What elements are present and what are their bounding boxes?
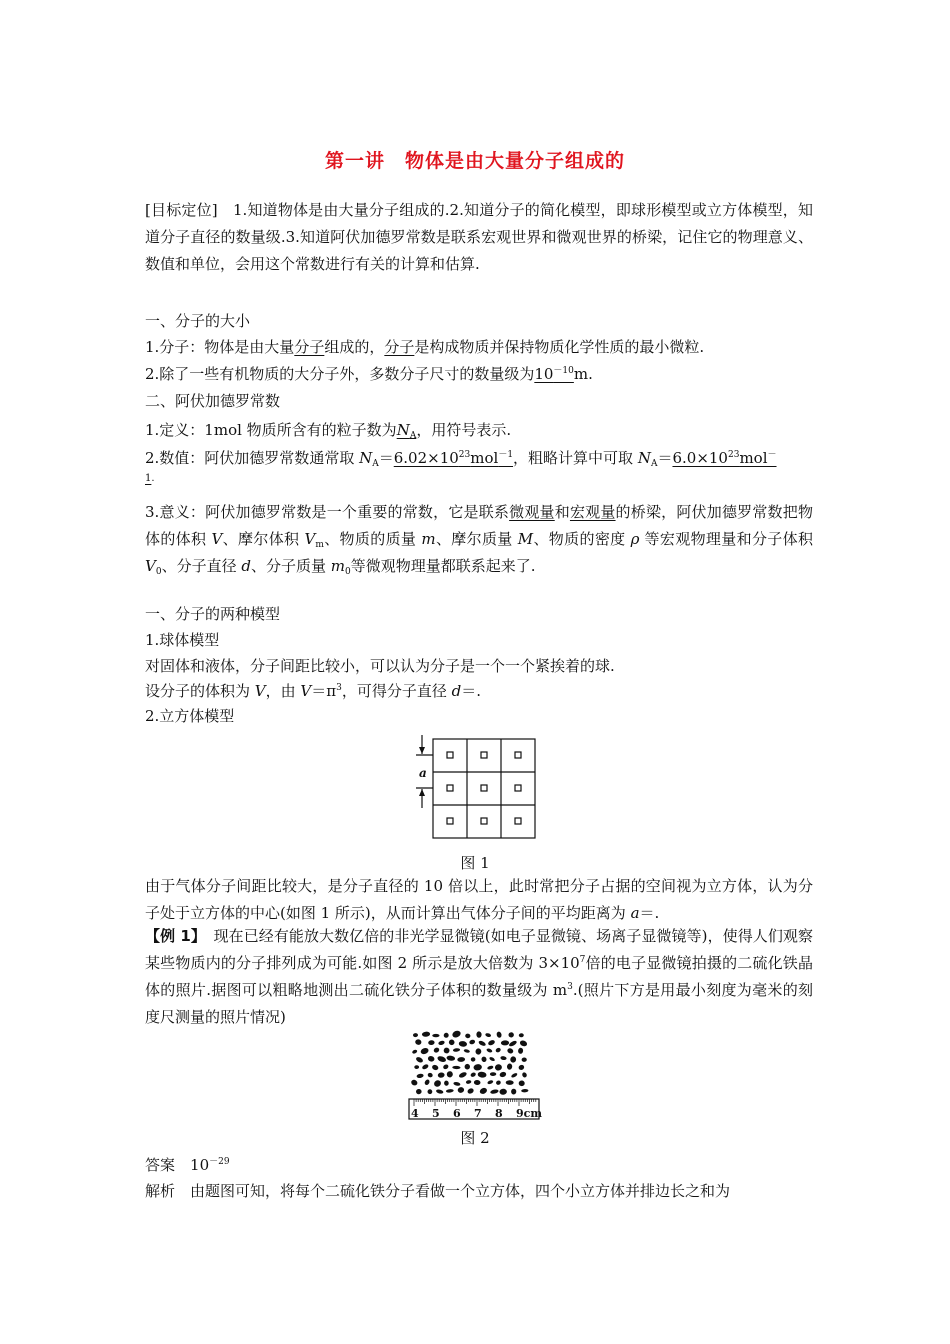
molecule-blob: [446, 1071, 453, 1079]
molecule-blob: [421, 1063, 429, 1070]
example-paragraph: 【例 1】 现在已经有能放大数亿倍的非光学显微镜(如电子显微镜、场离子显微镜等)，使得人们观察某些物质内的分子排列成为可能.如图 2 所示是放大倍数为 $3\times 10^7$倍的电子显微镜拍摄的二硫化铁晶体的照片.据图可以粗略地测出二硫化铁分子体积的数量级为 $m^3$.(照片下方是用最小刻度为毫米的刻度尺测量的照片情况): [145, 927, 814, 1026]
molecule-blob: [452, 1066, 460, 1069]
ruler-label: 9cm: [516, 1107, 542, 1120]
molecule-blob: [414, 1065, 419, 1069]
molecule-blob: [444, 1033, 449, 1038]
molecule-blob: [446, 1089, 454, 1093]
avogadro-meaning-paragraph: 3.意义：阿伏加德罗常数是一个重要的常数，它是联系微观量和宏观量的桥梁，阿伏加德罗常数把物体的体积 V、摩尔体积 $V_m$、物质的质量 m、摩尔质量 M、物质的密度 ρ 等宏观物理量和分子体积 $V_0$、分子直径 d、分子质量 $m_0$等微观物理量都联系起来了.: [145, 503, 813, 577]
molecule-blob: [416, 1073, 424, 1078]
molecule-blob: [494, 1064, 502, 1072]
molecule-blob: [422, 1031, 431, 1037]
molecule-blob: [432, 1034, 439, 1037]
ruler-label: 6: [453, 1107, 461, 1120]
molecule-blob: [469, 1039, 476, 1045]
molecule-blob: [519, 1033, 524, 1037]
molecule-blob: [478, 1040, 487, 1047]
molecule-blob: [487, 1080, 494, 1085]
molecule-blob: [521, 1089, 528, 1093]
molecule-blob: [453, 1048, 461, 1052]
answer-line: 答案 $10^{-29}$: [145, 1156, 230, 1174]
molecule-blob: [499, 1071, 507, 1078]
molecule-blob: [451, 1029, 461, 1038]
molecule-blob: [433, 1079, 442, 1088]
molecule-blob: [424, 1079, 431, 1086]
molecule-blob: [474, 1080, 481, 1085]
analysis-label: 解析: [145, 1182, 176, 1200]
figure-1-caption: 图 1: [460, 854, 490, 872]
section-heading-molecule-size: 一、分子的大小: [145, 312, 251, 330]
page-title: 第一讲 物体是由大量分子组成的: [324, 150, 625, 172]
molecule-blob: [427, 1055, 435, 1062]
example-label: 【例 1】: [145, 927, 199, 945]
molecule-blob: [443, 1047, 451, 1055]
molecule-blob: [489, 1056, 496, 1062]
ruler-labels: [411, 1107, 542, 1120]
molecule-blob: [490, 1072, 496, 1076]
molecule-blob: [486, 1048, 493, 1053]
molecule-blob: [506, 1080, 514, 1085]
molecule-blob: [410, 1079, 418, 1087]
molecule-blob: [438, 1040, 445, 1046]
molecule-blob: [519, 1080, 525, 1086]
molecule-blob: [499, 1088, 507, 1095]
analysis-line: 解析 由题图可知，将每个二硫化铁分子看做一个立方体，四个小立方体并排边长之和为: [145, 1182, 731, 1200]
molecule-blob: [427, 1072, 433, 1078]
molecule-blob: [518, 1047, 524, 1054]
answer-label: 答案: [145, 1156, 176, 1174]
figure-2-crystal-photo: [404, 1028, 546, 1122]
goal-label: [目标定位]: [145, 201, 218, 219]
molecule-blob: [477, 1071, 486, 1078]
molecule-blob: [466, 1080, 472, 1084]
molecule-blob: [471, 1057, 476, 1062]
ruler-label: 7: [474, 1107, 482, 1120]
molecule-blob: [444, 1080, 449, 1086]
molecule-blob: [458, 1071, 467, 1079]
molecule-blob: [416, 1089, 422, 1095]
molecule-blob: [458, 1041, 467, 1048]
molecule-blob: [453, 1081, 461, 1086]
molecule-blob: [457, 1087, 464, 1094]
molecule-blob: [448, 1039, 455, 1046]
goal-paragraph: [145, 197, 813, 278]
molecule-blob: [413, 1033, 418, 1037]
molecule-blob: [412, 1049, 418, 1054]
molecule-blob: [507, 1063, 513, 1070]
sphere-model-line-1: 对固体和液体，分子间距比较小，可以认为分子是一个一个紧挨着的球.: [145, 657, 615, 675]
molecule-blob: [437, 1055, 447, 1063]
molecule-blob: [446, 1055, 455, 1061]
molecule-blob: [496, 1031, 502, 1038]
section-heading-models: 一、分子的两种模型: [145, 605, 281, 623]
sphere-model-title: 1.球体模型: [145, 631, 220, 649]
molecule-blob: [436, 1089, 444, 1094]
molecule-blob: [508, 1032, 514, 1038]
molecule-blob: [428, 1040, 435, 1045]
ruler-label: 5: [432, 1107, 440, 1120]
molecule-blob: [507, 1047, 515, 1054]
molecule-blob: [415, 1039, 422, 1045]
molecule-blob: [511, 1089, 517, 1095]
molecule-blob: [463, 1049, 470, 1054]
molecule-blob: [485, 1033, 492, 1038]
goal-text: 1.知道物体是由大量分子组成的.2.知道分子的简化模型，即球形模型或立方体模型，知道分子直径的数量级.3.知道阿伏加德罗常数是联系宏观世界和微观世界的桥梁，记住它的物理意义、数值和单位，会用这个常数进行有关的计算和估算.: [145, 201, 813, 273]
molecule-blob: [457, 1057, 465, 1062]
molecule-blob: [487, 1065, 494, 1070]
molecule-blob: [518, 1064, 525, 1071]
molecule-blob: [511, 1072, 518, 1078]
molecule-blob: [481, 1056, 488, 1063]
molecule-size-line: 2.除了一些有机物质的大分子外，多数分子尺寸的数量级为$10^{-10}m$.: [145, 365, 593, 383]
molecule-blob: [438, 1072, 445, 1078]
molecule-blob: [475, 1048, 482, 1055]
molecule-blob: [420, 1047, 430, 1055]
molecule-blob: [508, 1040, 517, 1048]
avogadro-definition-line: 1.定义：1mol 物质所含有的粒子数为$N_A$，用符号表示.: [145, 421, 512, 441]
molecule-blob: [521, 1057, 527, 1062]
molecule-blob: [501, 1040, 509, 1045]
answer-value: 10: [190, 1156, 210, 1174]
figure-1-cube-grid: [404, 733, 544, 843]
avogadro-value-wrap: 1.: [145, 473, 155, 484]
molecule-blob: [431, 1064, 439, 1071]
molecule-blob: [433, 1047, 440, 1054]
crystal-molecules: [410, 1029, 528, 1095]
sphere-model-line-2: 设分子的体积为 V，由 $V=\pi^3$，可得分子直径 d＝.: [145, 682, 482, 700]
molecule-blob: [467, 1087, 475, 1094]
molecule-blob: [500, 1056, 507, 1061]
molecule-blob: [487, 1039, 495, 1046]
molecule-blob: [442, 1064, 449, 1070]
molecule-blob: [495, 1047, 502, 1053]
molecule-blob: [495, 1080, 501, 1086]
ruler-label: 4: [411, 1107, 419, 1120]
molecule-blob: [465, 1033, 470, 1038]
molecule-blob: [510, 1056, 516, 1063]
molecule-blob: [473, 1064, 482, 1071]
molecule-blob: [521, 1072, 527, 1079]
molecule-blob: [470, 1072, 477, 1078]
molecule-blob: [465, 1064, 470, 1070]
figure-1-label-a: a: [419, 766, 427, 780]
molecule-blob: [490, 1089, 499, 1095]
ruler-label: 8: [495, 1107, 503, 1120]
molecule-blob: [427, 1089, 432, 1094]
avogadro-value-line: 2.数值：阿伏加德罗常数通常取 $N_A=6.02\times 10^{23}mol^{-1}$，粗略计算中可取 $N_A=6.0\times 10^{23}mol^-$: [145, 449, 777, 469]
molecule-definition-line: 1.分子：物体是由大量分子组成的，分子是构成物质并保持物质化学性质的最小微粒.: [145, 338, 705, 356]
molecule-blob: [415, 1056, 424, 1064]
molecule-blob: [479, 1087, 488, 1095]
figure-2-caption: 图 2: [460, 1129, 490, 1147]
cube-model-title: 2.立方体模型: [145, 707, 235, 725]
section-heading-avogadro: 二、阿伏加德罗常数: [145, 392, 281, 410]
molecule-blob: [519, 1040, 528, 1048]
cube-model-paragraph: 由于气体分子间距比较大，是分子直径的 10 倍以上，此时常把分子占据的空间视为立方体，认为分子处于立方体的中心(如图 1 所示)，从而计算出气体分子间的平均距离为 a＝.: [145, 877, 813, 922]
molecule-blob: [476, 1031, 482, 1038]
